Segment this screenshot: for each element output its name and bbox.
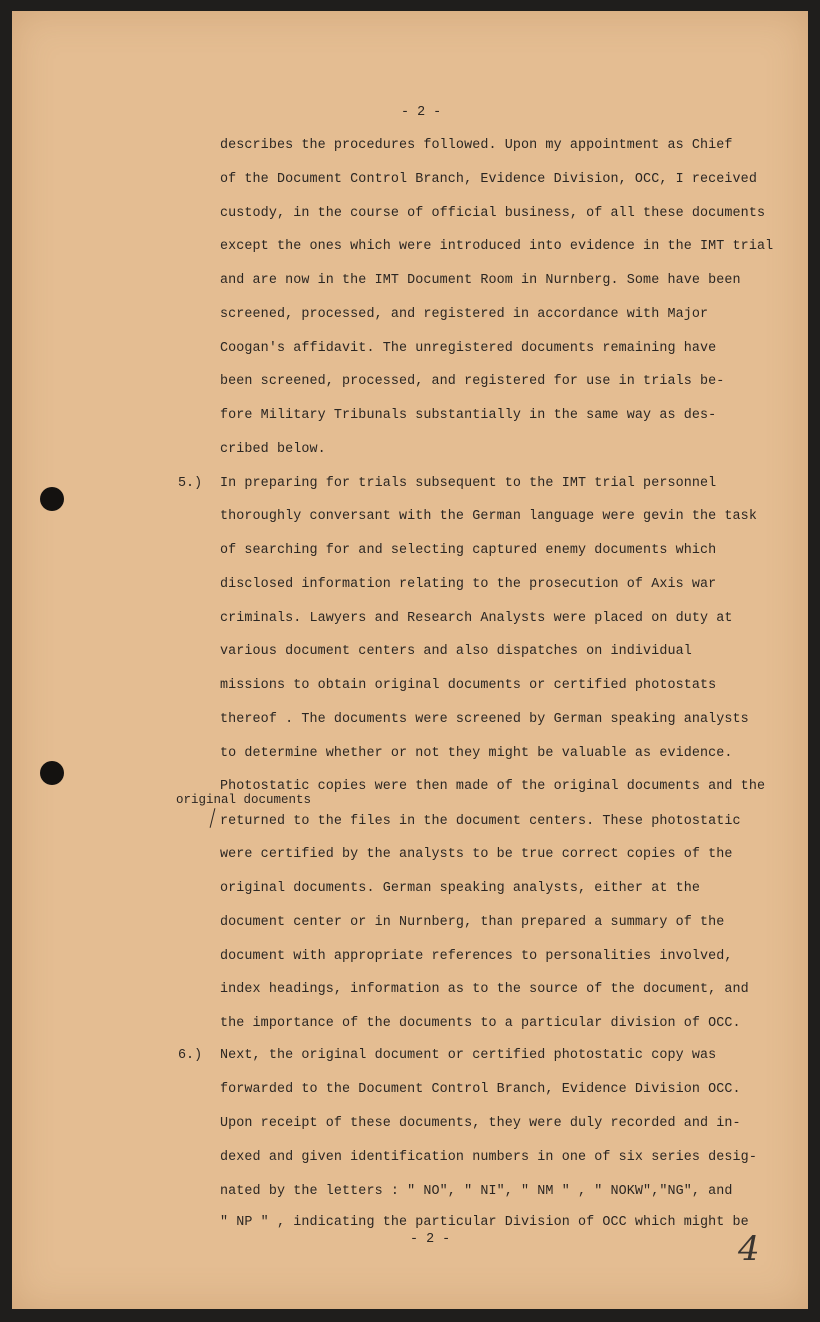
text-line: Upon receipt of these documents, they were duly recorded and in- — [220, 1116, 741, 1131]
punch-hole-lower — [40, 761, 64, 785]
paragraph-number-5: 5.) — [178, 476, 203, 491]
text-line: custody, in the course of official business, of all these documents — [220, 206, 766, 221]
text-line: of searching for and selecting captured enemy documents which — [220, 543, 717, 558]
text-line: Next, the original document or certified photostatic copy was — [220, 1048, 717, 1063]
text-line: describes the procedures followed. Upon my appointment as Chief — [220, 138, 733, 153]
text-line: and are now in the IMT Document Room in Nurnberg. Some have been — [220, 273, 741, 288]
text-line: index headings, information as to the source of the document, and — [220, 982, 749, 997]
text-line: of the Document Control Branch, Evidence Division, OCC, I received — [220, 172, 757, 187]
text-line: In preparing for trials subsequent to the IMT trial personnel — [220, 476, 717, 491]
text-line: forwarded to the Document Control Branch, Evidence Division OCC. — [220, 1082, 741, 1097]
text-line: thoroughly conversant with the German language were gevin the task — [220, 509, 757, 524]
text-line: nated by the letters : " NO", " NI", " NM " , " NOKW","NG", and — [220, 1184, 733, 1199]
document-page — [12, 11, 808, 1309]
paragraph-number-6: 6.) — [178, 1048, 203, 1063]
insertion-note: original documents — [176, 793, 312, 807]
text-line: document center or in Nurnberg, than prepared a summary of the — [220, 915, 725, 930]
text-line: were certified by the analysts to be true correct copies of the — [220, 847, 733, 862]
page-number-top: - 2 - — [401, 105, 442, 120]
handwritten-mark: 4 — [738, 1229, 760, 1269]
text-line: dexed and given identification numbers in one of six series desig- — [220, 1150, 757, 1165]
text-line: " NP " , indicating the particular Division of OCC which might be — [220, 1215, 749, 1230]
text-line: criminals. Lawyers and Research Analysts were placed on duty at — [220, 611, 733, 626]
text-line: returned to the files in the document centers. These photostatic — [220, 814, 741, 829]
text-line: except the ones which were introduced into evidence in the IMT trial — [220, 239, 774, 254]
text-line: cribed below. — [220, 442, 326, 457]
text-line: screened, processed, and registered in accordance with Major — [220, 307, 709, 322]
text-line: fore Military Tribunals substantially in the same way as des- — [220, 408, 717, 423]
text-line: document with appropriate references to personalities involved, — [220, 949, 733, 964]
text-line: various document centers and also dispatches on individual — [220, 644, 692, 659]
text-line: thereof . The documents were screened by German speaking analysts — [220, 712, 749, 727]
text-line: missions to obtain original documents or certified photostats — [220, 678, 717, 693]
insertion-caret — [210, 808, 216, 828]
text-line: Photostatic copies were then made of the original documents and the — [220, 779, 766, 794]
punch-hole-upper — [40, 487, 64, 511]
page-number-bottom: - 2 - — [410, 1232, 451, 1247]
text-line: the importance of the documents to a particular division of OCC. — [220, 1016, 741, 1031]
text-line: been screened, processed, and registered for use in trials be- — [220, 374, 725, 389]
text-line: to determine whether or not they might be valuable as evidence. — [220, 746, 733, 761]
text-line: Coogan's affidavit. The unregistered documents remaining have — [220, 341, 717, 356]
text-line: disclosed information relating to the prosecution of Axis war — [220, 577, 717, 592]
text-line: original documents. German speaking analysts, either at the — [220, 881, 701, 896]
